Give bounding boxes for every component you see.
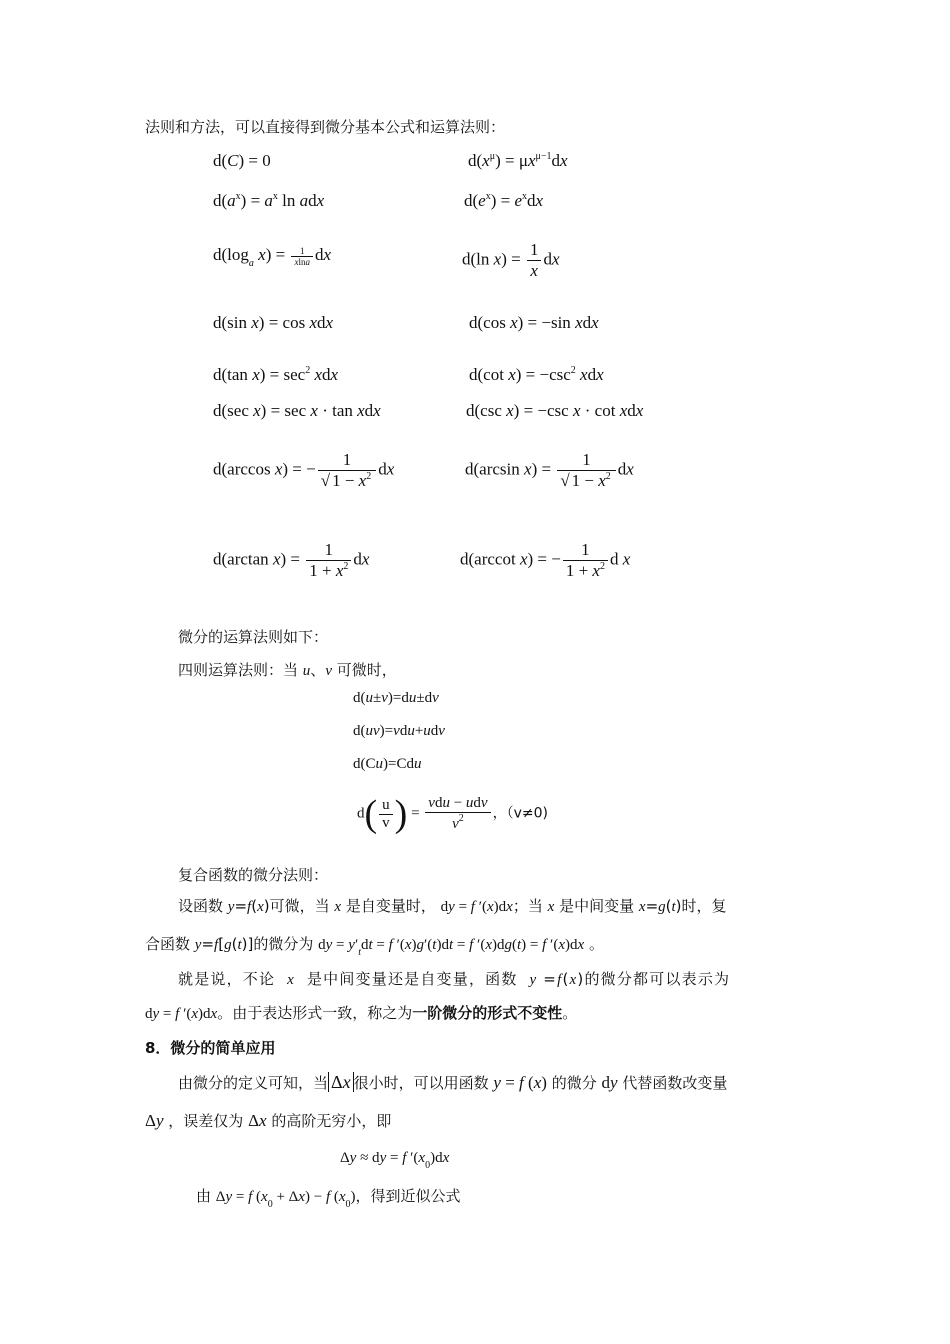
formula-d-csc: d(csc x) = −csc x · cot xdx	[466, 401, 644, 420]
formula-d-cot: d(cot $x) = -\csc^2$ xdx	[469, 365, 604, 384]
formula-d-ln: d(ln x) = $\frac{1}{x}$ dx	[462, 240, 560, 280]
formula-d-arcsin: d(arcsin x) = $\frac{1}{√ 1 - x^2}$ dx	[465, 450, 634, 490]
formula-d-arctan: d(arctan x) = $\frac{1}{1 + x^2}$ dx	[213, 540, 370, 580]
four-ops-line: 四则运算法则：当 u、v 可微时，	[178, 661, 397, 679]
section-title: 8．微分的简单应用	[145, 1039, 276, 1057]
paragraph-5: 由微分的定义可知，当 Δx 很小时，可以用函数 y = f (x) 的微分 dy 代替函数改变量	[178, 1072, 728, 1092]
rules-heading: 微分的运算法则如下：	[178, 628, 329, 646]
paragraph-2: 合函数 y=f[g(t)]的微分为 dy = $y'_tdt = f$ ′(x)g′(t)dt = f ′(x)dg(t) = f ′(x)dx 。	[145, 935, 604, 958]
intro-text: 法则和方法，可以直接得到微分基本公式和运算法则：	[145, 118, 506, 136]
paragraph-4: dy = f ′(x)dx。由于表达形式一致，称之为一阶微分的形式不变性。	[145, 1004, 578, 1022]
formula-d-arccos: d(arccos x) = − $\frac{1}{√ 1 - x^2}$ dx	[213, 450, 395, 490]
formula-d-exp-e: $d(e^x) = e^xdx$	[464, 191, 544, 210]
rule-sum: d(u±v)=du±dv	[353, 690, 439, 706]
formula-d-sin: d(sin x) = cos xdx	[213, 313, 334, 332]
formula-d-power: $d(x^\mu) = \mu x^{\mu-1}dx$	[468, 151, 568, 170]
paragraph-3: 就是说，不论 x 是中间变量还是自变量，函数 y =f(x)的微分都可以表示为	[178, 970, 731, 988]
paragraph-7: 由 Δy = f $(x_0 + \Delta x) - f$ $(x_0)$，得到近似公式	[196, 1187, 461, 1210]
paragraph-6: Δy ，误差仅为 Δx 的高阶无穷小，即	[145, 1111, 392, 1130]
rule-constant: d(Cu)=Cdu	[353, 756, 422, 772]
paragraph-1: 设函数 y=f(x)可微，当 x 是自变量时， dy = f ′(x)dx；当 x 是中间变量 x=g(t)时，复	[178, 897, 727, 915]
formula-d-exp-a: $d(a^x) = a^x$ ln adx	[213, 191, 325, 210]
rule-quotient: d( $\frac{u}{v}$ ) = $\frac{\text{vdu − udv}}{v^2}$ ，（v≠0)	[357, 793, 548, 835]
approx-formula: Δy ≈ dy = f $'(x_0)dx$	[340, 1150, 450, 1171]
formula-d-arccot: d(arccot x) = − $\frac{1}{1 + x^2}$ d x	[460, 540, 631, 580]
formula-d-sec: d(sec x) = sec x · tan xdx	[213, 401, 381, 420]
formula-d-log-a: $d(\log_a$ x) = $\frac{1}{xlna}$ dx	[213, 245, 331, 269]
formula-d-tan: d(tan $x) = \sec^2$ xdx	[213, 365, 339, 384]
formula-d-cos: d(cos x) = −sin xdx	[469, 313, 599, 332]
rule-product: d(uv)=vdu+udv	[353, 723, 445, 739]
invariance-term: 一阶微分的形式不变性	[412, 1004, 563, 1022]
formula-d-constant: d(C) = 0	[213, 151, 271, 170]
quotient-condition: ，（v≠0)	[492, 805, 548, 822]
composite-heading: 复合函数的微分法则：	[178, 866, 329, 884]
